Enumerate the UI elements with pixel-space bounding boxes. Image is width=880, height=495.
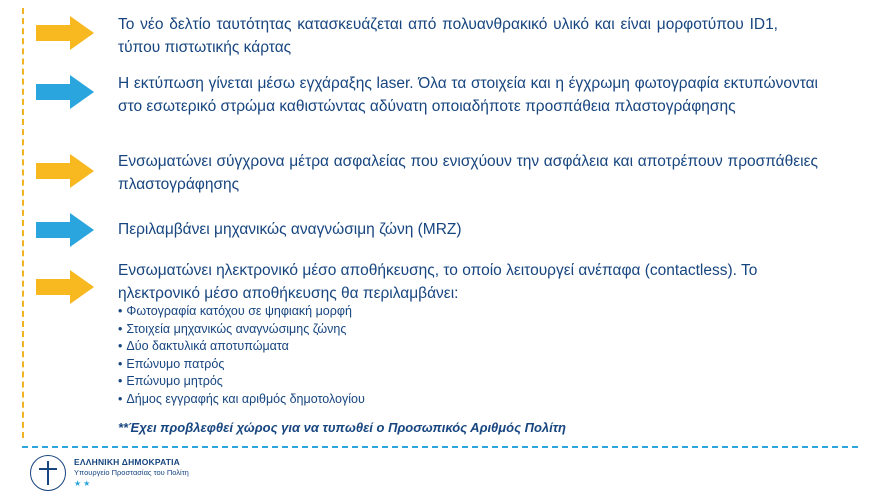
- list-item: • Επώνυμο πατρός: [118, 356, 365, 374]
- sub-bullet-list: [118, 303, 365, 408]
- greek-republic-emblem-icon: [30, 455, 66, 491]
- footer-text-block: [74, 457, 189, 489]
- footer-logo-block: [30, 455, 189, 491]
- arrow-right-yellow-icon: [34, 152, 96, 190]
- arrow-right-blue-icon: [34, 73, 96, 111]
- arrow-right-blue-icon: [34, 211, 96, 249]
- list-item: • Δύο δακτυλικά αποτυπώματα: [118, 338, 365, 356]
- left-dashed-rule: [22, 8, 24, 438]
- bullet-text-1: Το νέο δελτίο ταυτότητας κατασκευάζεται από πολυανθρακικό υλικό και είναι μορφοτύπου ID1, τύπου πιστωτικής κάρτας: [118, 16, 778, 56]
- arrow-right-yellow-icon: [34, 14, 96, 52]
- bullet-text-4: Περιλαμβάνει μηχανικώς αναγνώσιμη ζώνη (MRZ): [118, 221, 462, 238]
- footer-stars-icon: ★★: [74, 479, 93, 488]
- footer-organization-title: ΕΛΛΗΝΙΚΗ ΔΗΜΟΚΡΑΤΙΑ: [74, 457, 181, 467]
- bullet-text-3: Ενσωματώνει σύγχρονα μέτρα ασφαλείας που ενισχύουν την ασφάλεια και αποτρέπουν προσπάθειες πλαστογράφησης: [118, 153, 818, 193]
- list-item: • Φωτογραφία κατόχου σε ψηφιακή μορφή: [118, 303, 365, 321]
- bullet-text-2: Η εκτύπωση γίνεται μέσω εγχάραξης laser. Όλα τα στοιχεία και η έγχρωμη φωτογραφία εκτυπώνονται στο εσωτερικό στρώμα καθιστώντας αδύνατη οποιαδήποτε προσπάθεια πλαστογράφησης: [118, 75, 818, 115]
- footnote-text: **Έχει προβλεφθεί χώρος για να τυπωθεί ο Προσωπικός Αριθμός Πολίτη: [118, 420, 566, 435]
- list-item: • Επώνυμο μητρός: [118, 373, 365, 391]
- footer-ministry-subtitle: Υπουργείο Προστασίας του Πολίτη: [74, 467, 189, 477]
- list-item: • Δήμος εγγραφής και αριθμός δημοτολογίου: [118, 391, 365, 409]
- list-item: • Στοιχεία μηχανικώς αναγνώσιμης ζώνης: [118, 321, 365, 339]
- bullet-text-5: Ενσωματώνει ηλεκτρονικό μέσο αποθήκευσης, το οποίο λειτουργεί ανέπαφα (contactless). Το ηλεκτρονικό μέσο αποθήκευσης θα περιλαμβάνει:: [118, 262, 758, 302]
- bottom-dashed-rule: [22, 446, 858, 448]
- arrow-right-yellow-icon: [34, 268, 96, 306]
